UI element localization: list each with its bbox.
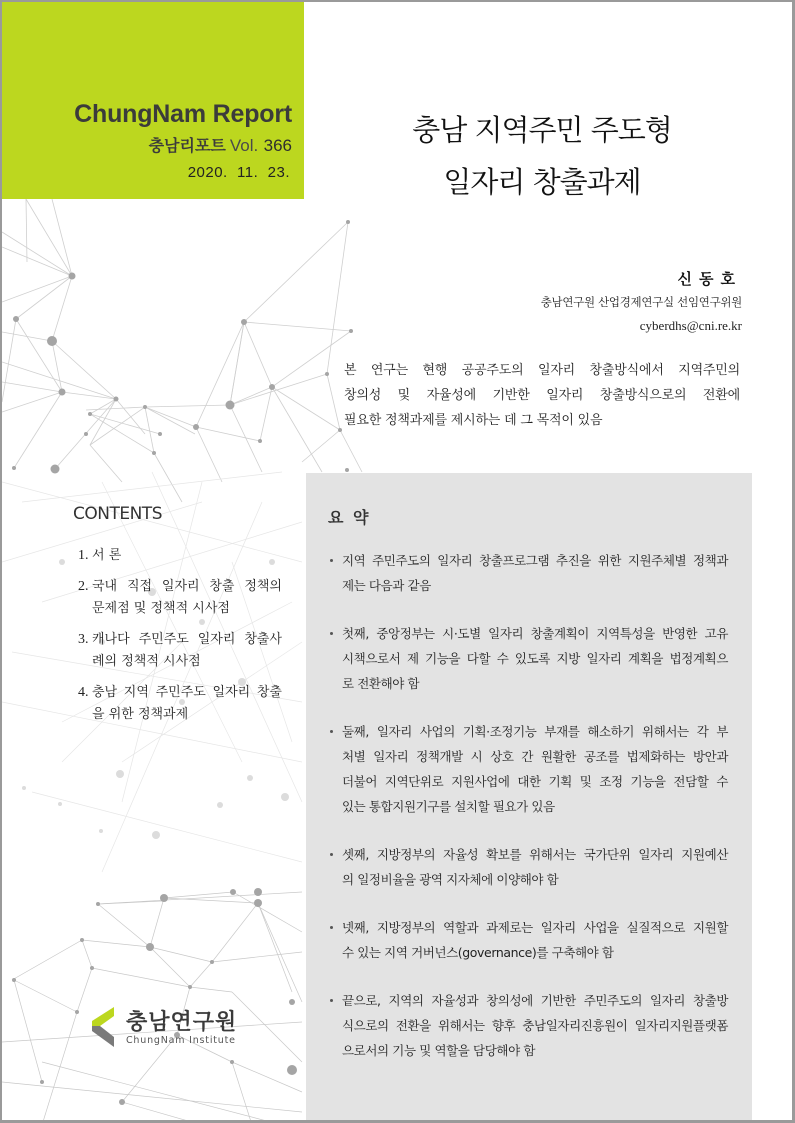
summary-line: 수 있는 지역 거버넌스(governance)를 구축해야 함: [342, 945, 614, 960]
summary-item: [328, 915, 728, 965]
abstract-line: 필요한 정책과제를 제시하는 데 그 목적이 있음: [344, 413, 603, 428]
toc-item-line: 을 위한 정책과제: [92, 707, 189, 722]
summary-line: 의 일정비율을 광역 지자체에 이양해야 함: [342, 872, 559, 887]
toc-item-line: 충남 지역 주민주도 일자리 창출: [92, 685, 282, 700]
report-title-line2: 일자리 창출과제: [443, 165, 641, 199]
toc-item-line: 서 론: [92, 548, 122, 563]
summary-line: 처별 일자리 정책개발 시 상호 간 원활한 공조를 법제화하는 방안과: [342, 749, 728, 764]
toc-item-label: [92, 576, 282, 620]
summary-item: [328, 548, 728, 598]
toc-item[interactable]: [78, 629, 282, 673]
table-of-contents: [78, 545, 282, 735]
summary-heading: 요 약: [328, 508, 371, 527]
report-date: 2020. 11. 23.: [187, 164, 290, 181]
summary-item: [328, 719, 728, 819]
logo-name-ko: 충남연구원: [126, 1010, 238, 1035]
summary-line: 있는 통합지원기구를 설치할 필요가 있음: [342, 799, 555, 814]
report-series-name: ChungNam Report: [74, 100, 292, 128]
abstract: [344, 358, 740, 433]
toc-item-line: 문제점 및 정책적 시사점: [92, 601, 230, 616]
summary-line: 지역 주민주도의 일자리 창출프로그램 추진을 위한 지원주체별 정책과: [342, 553, 728, 568]
volume-number: 366: [263, 136, 292, 155]
toc-item-number: 3.: [78, 632, 89, 647]
summary-line: 셋째, 지방정부의 자율성 확보를 위해서는 국가단위 일자리 지원예산: [342, 847, 728, 862]
toc-item-line: 례의 정책적 시사점: [92, 654, 201, 669]
summary-line: 식으로의 전환을 위해서는 향후 충남일자리진흥원이 일자리지원플랫폼: [342, 1018, 728, 1033]
toc-item-line: 캐나다 주민주도 일자리 창출사: [92, 632, 282, 647]
report-volume: [149, 133, 292, 156]
summary-list: [328, 548, 728, 1086]
summary-line: 로 전환해야 함: [342, 676, 420, 691]
report-series-name-ko: 충남리포트: [148, 136, 226, 155]
summary-item: [328, 842, 728, 892]
toc-item-label: [92, 682, 282, 726]
summary-line: 더불어 지역단위로 지원사업에 대한 기획 및 조정 기능을 전담할 수: [342, 774, 728, 789]
toc-item[interactable]: [78, 545, 282, 567]
toc-item-label: [92, 545, 282, 567]
toc-item-number: 1.: [78, 548, 89, 563]
summary-panel: [306, 473, 752, 1123]
summary-line: 둘째, 일자리 사업의 기획·조정기능 부재를 해소하기 위해서는 각 부: [342, 724, 728, 739]
summary-item: [328, 988, 728, 1063]
author-affiliation: 충남연구원 산업경제연구실 선임연구위원: [540, 295, 742, 309]
summary-line: 첫째, 중앙정부는 시·도별 일자리 창출계획이 지역특성을 반영한 고유: [342, 626, 728, 641]
report-header-box: [2, 2, 304, 199]
chungnam-institute-logo: [92, 1005, 252, 1050]
summary-line: 끝으로, 지역의 자율성과 창의성에 기반한 주민주도의 일자리 창출방: [342, 993, 728, 1008]
toc-item-label: [92, 629, 282, 673]
logo-chevron-icon: [92, 1007, 118, 1047]
toc-item-number: 2.: [78, 579, 89, 594]
summary-line: 으로서의 기능 및 역할을 담당해야 함: [342, 1043, 535, 1058]
toc-item[interactable]: [78, 682, 282, 726]
abstract-line: 본 연구는 현행 공공주도의 일자리 창출방식에서 지역주민의: [344, 363, 740, 378]
report-title-line1: 충남 지역주민 주도형: [412, 113, 672, 147]
volume-label: Vol.: [229, 136, 259, 155]
summary-line: 넷째, 지방정부의 역할과 과제로는 일자리 사업을 실질적으로 지원할: [342, 920, 728, 935]
toc-item-line: 국내 직접 일자리 창출 정책의: [92, 579, 282, 594]
abstract-line: 창의성 및 자율성에 기반한 일자리 창출방식으로의 전환에: [344, 388, 740, 403]
contents-heading: CONTENTS: [73, 504, 162, 524]
author-name: 신동호: [677, 270, 742, 288]
logo-name-en: ChungNam Institute: [126, 1035, 236, 1046]
toc-item[interactable]: [78, 576, 282, 620]
summary-line: 시책으로서 제 기능을 다할 수 있도록 지방 일자리 계획을 법정계획으: [342, 651, 728, 666]
summary-line: 제는 다음과 같음: [342, 578, 431, 593]
author-email: cyberdhs@cni.re.kr: [639, 318, 742, 333]
summary-item: [328, 621, 728, 696]
toc-item-number: 4.: [78, 685, 89, 700]
